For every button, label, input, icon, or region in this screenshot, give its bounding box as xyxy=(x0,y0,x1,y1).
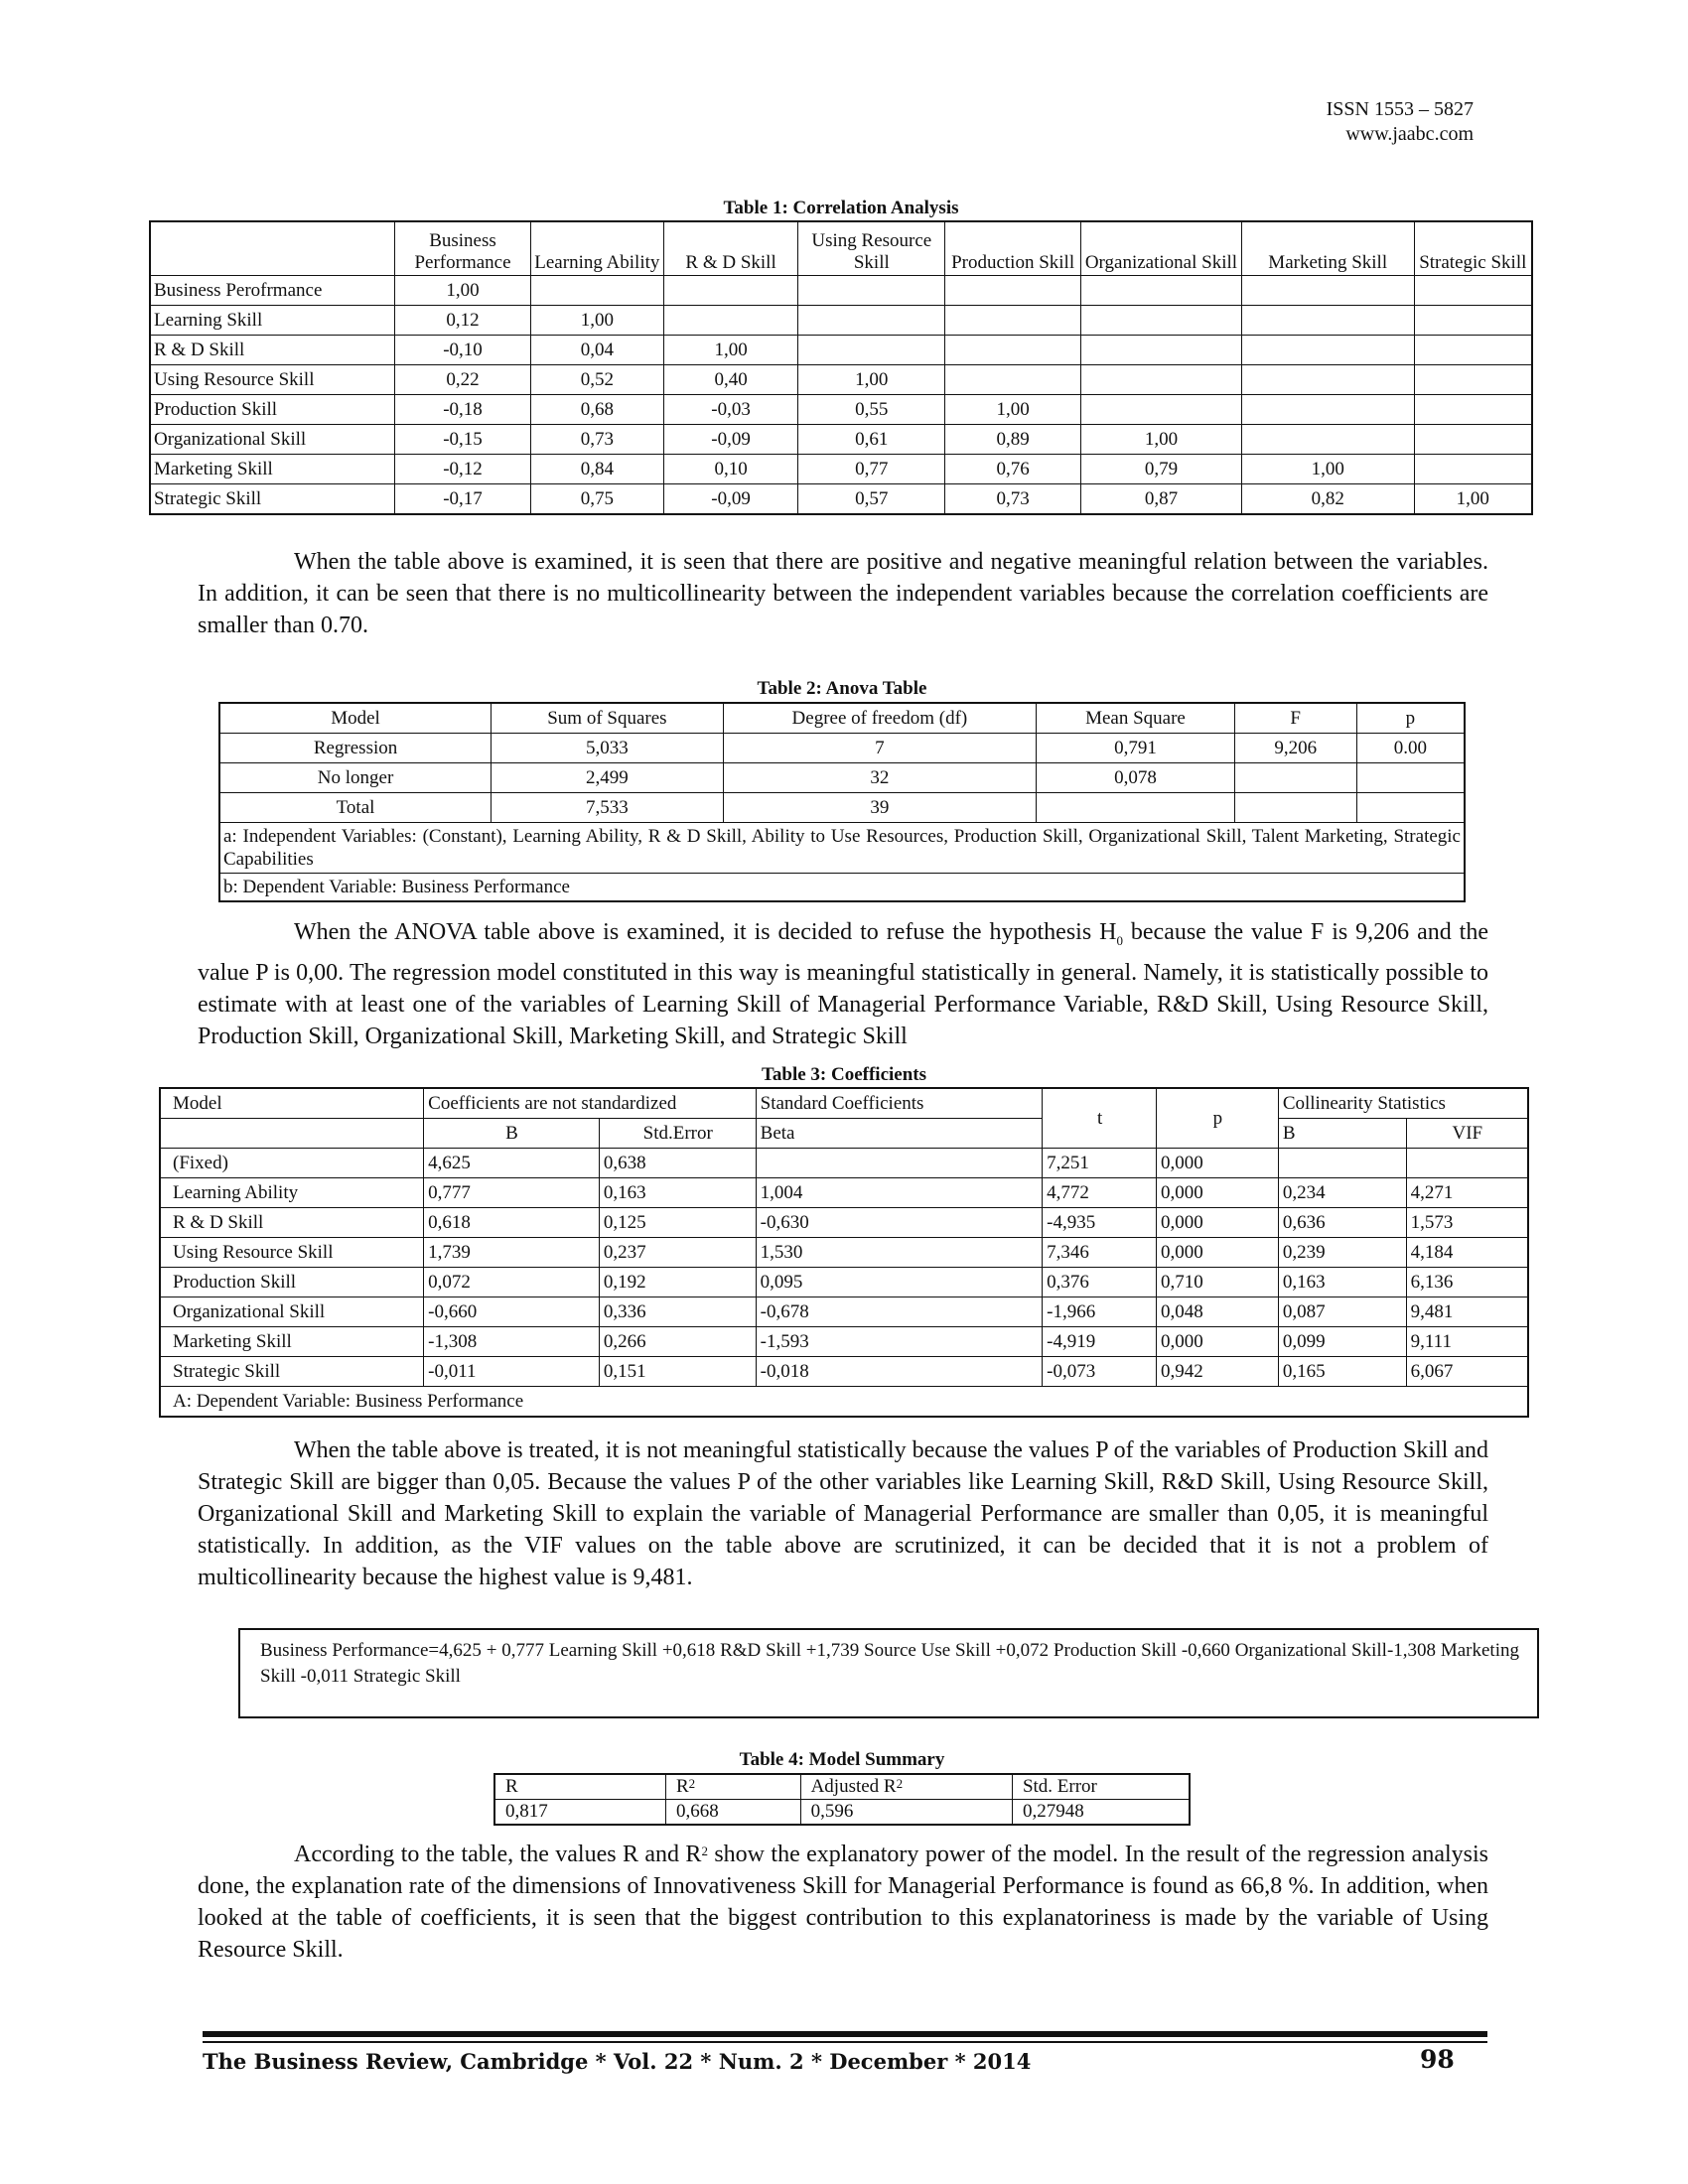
coeff-value xyxy=(1278,1149,1406,1178)
correlation-header-cell: Marketing Skill xyxy=(1241,221,1414,276)
correlation-value: 0,89 xyxy=(945,425,1081,455)
coeff-value: 0,000 xyxy=(1157,1178,1279,1208)
coeff-value: 0,151 xyxy=(599,1357,756,1387)
correlation-value xyxy=(1414,395,1532,425)
correlation-value xyxy=(1081,365,1242,395)
anova-row xyxy=(219,793,1465,823)
correlation-value xyxy=(1241,276,1414,306)
model-summary-table xyxy=(493,1773,1191,1826)
coeff-value: -0,018 xyxy=(756,1357,1043,1387)
coeff-value: 0,710 xyxy=(1157,1268,1279,1297)
correlation-value xyxy=(1414,276,1532,306)
anova-cell xyxy=(1234,793,1356,823)
anova-note-b-row xyxy=(219,874,1465,902)
coeff-row xyxy=(160,1208,1528,1238)
correlation-row-label: Strategic Skill xyxy=(150,484,395,515)
r-squared-superscript: 2 xyxy=(701,1843,708,1858)
table3-caption: Table 3: Coefficients xyxy=(761,1064,927,1085)
footer-rule-thick xyxy=(203,2031,1487,2037)
coeff-value: 9,481 xyxy=(1406,1297,1528,1327)
correlation-value: -0,10 xyxy=(395,336,531,365)
correlation-value: 0,04 xyxy=(530,336,663,365)
footer-journal-citation: The Business Review, Cambridge * Vol. 22 * Num. 2 * December * 2014 xyxy=(203,2049,1032,2074)
correlation-value: 0,82 xyxy=(1241,484,1414,515)
anova-cell: 7 xyxy=(723,734,1036,763)
correlation-value xyxy=(1241,395,1414,425)
correlation-value: -0,09 xyxy=(663,484,798,515)
anova-cell: 32 xyxy=(723,763,1036,793)
correlation-row-label: Production Skill xyxy=(150,395,395,425)
correlation-row-label: Using Resource Skill xyxy=(150,365,395,395)
coeff-row xyxy=(160,1327,1528,1357)
correlation-header-cell: Organizational Skill xyxy=(1081,221,1242,276)
anova-cell: 0,078 xyxy=(1037,763,1235,793)
coeff-value: -4,919 xyxy=(1043,1327,1157,1357)
anova-cell xyxy=(1234,763,1356,793)
correlation-value xyxy=(1414,455,1532,484)
paragraph-2-text xyxy=(198,916,1488,1052)
correlation-value xyxy=(1241,306,1414,336)
coeff-value: 0,087 xyxy=(1278,1297,1406,1327)
anova-row xyxy=(219,734,1465,763)
paragraph-4-text: According to the table, the values R and $R^2$ show the explanatory power of the model. In the result of the regression analysis done, the explanation rate of the dimensions of Innovativeness Skill for Managerial Performance is found as 66,8 %. In addition, when looked at the table of coefficients, it is seen that the biggest contribution to this explanatoriness is made by the variable of Using Resource Skill. xyxy=(198,1842,1488,1963)
table1-caption: Table 1: Correlation Analysis xyxy=(723,198,959,218)
anova-header-cell: Degree of freedom (df) xyxy=(723,703,1036,734)
paragraph-3 xyxy=(198,1434,1488,1593)
correlation-value xyxy=(1081,276,1242,306)
correlation-value xyxy=(798,306,945,336)
correlation-value xyxy=(530,276,663,306)
correlation-value xyxy=(945,276,1081,306)
correlation-header-row xyxy=(150,221,1532,276)
coeff-sub-coll-b: B xyxy=(1278,1119,1406,1149)
model-summary-r2-value: 0,668 xyxy=(665,1800,800,1826)
coeff-value: 1,530 xyxy=(756,1238,1043,1268)
correlation-row-label: Marketing Skill xyxy=(150,455,395,484)
correlation-value: 0,76 xyxy=(945,455,1081,484)
correlation-value: -0,09 xyxy=(663,425,798,455)
correlation-header-cell xyxy=(150,221,395,276)
coeff-row xyxy=(160,1268,1528,1297)
model-summary-header-row xyxy=(494,1774,1190,1800)
correlation-header-cell: Learning Ability xyxy=(530,221,663,276)
coeff-value: 0,072 xyxy=(424,1268,600,1297)
anova-cell xyxy=(1356,763,1465,793)
coeff-header-unstd: Coefficients are not standardized xyxy=(424,1088,756,1119)
correlation-row xyxy=(150,455,1532,484)
coeff-note: A: Dependent Variable: Business Performance xyxy=(160,1387,1528,1418)
coeff-value: 0,636 xyxy=(1278,1208,1406,1238)
paragraph-2-part2: because the value F is 9,206 and the value P is 0,00. The regression model constituted in this way is meaningful statistically in general. Namely, it is statistically possible to estimate with at least one of the variables of Learning Skill of Managerial Performance Variable, R&D Skill, Using Resource Skill, Production Skill, Organizational Skill, Marketing Skill, and Strategic Skill xyxy=(198,919,1488,1049)
coeff-value: 0,942 xyxy=(1157,1357,1279,1387)
coeff-value: 4,271 xyxy=(1406,1178,1528,1208)
correlation-value: 0,55 xyxy=(798,395,945,425)
anova-cell xyxy=(1356,793,1465,823)
paragraph-2 xyxy=(198,916,1488,1052)
coeff-value: -0,630 xyxy=(756,1208,1043,1238)
correlation-value xyxy=(1081,336,1242,365)
coeff-header-p: p xyxy=(1157,1088,1279,1149)
coeff-value: 1,004 xyxy=(756,1178,1043,1208)
coeff-value: 0,237 xyxy=(599,1238,756,1268)
coeff-value: 0,336 xyxy=(599,1297,756,1327)
coeff-row-label: Organizational Skill xyxy=(160,1297,424,1327)
correlation-value: 0,22 xyxy=(395,365,531,395)
coeff-value xyxy=(756,1149,1043,1178)
correlation-header-cell: Production Skill xyxy=(945,221,1081,276)
anova-note-b: b: Dependent Variable: Business Performance xyxy=(219,874,1465,902)
correlation-value: 1,00 xyxy=(530,306,663,336)
coeff-value: 0,000 xyxy=(1157,1208,1279,1238)
model-summary-header-r: R xyxy=(494,1774,665,1800)
coeff-value: 0,239 xyxy=(1278,1238,1406,1268)
correlation-value: 0,84 xyxy=(530,455,663,484)
coeff-value: -1,308 xyxy=(424,1327,600,1357)
correlation-value: 0,10 xyxy=(663,455,798,484)
anova-cell: 0,791 xyxy=(1037,734,1235,763)
anova-header-row xyxy=(219,703,1465,734)
model-summary-r-value: 0,817 xyxy=(494,1800,665,1826)
correlation-value xyxy=(1081,306,1242,336)
correlation-value xyxy=(798,336,945,365)
model-summary-adj-r2-value: 0,596 xyxy=(800,1800,1012,1826)
correlation-value: 0,87 xyxy=(1081,484,1242,515)
correlation-value: 0,12 xyxy=(395,306,531,336)
correlation-value xyxy=(1414,425,1532,455)
anova-cell: 2,499 xyxy=(492,763,724,793)
anova-cell: Regression xyxy=(219,734,492,763)
paragraph-2-part1: When the ANOVA table above is examined, it is decided to refuse the hypothesis H xyxy=(294,919,1117,945)
coeff-value: -0,073 xyxy=(1043,1357,1157,1387)
coeff-row-label: Production Skill xyxy=(160,1268,424,1297)
coeff-value: 0,099 xyxy=(1278,1327,1406,1357)
coeff-value: 0,192 xyxy=(599,1268,756,1297)
coeff-row xyxy=(160,1178,1528,1208)
coeff-header-empty xyxy=(160,1119,424,1149)
coeff-header-model: Model xyxy=(160,1088,424,1119)
correlation-value: 0,77 xyxy=(798,455,945,484)
correlation-value: 1,00 xyxy=(663,336,798,365)
model-summary-std-error-value: 0,27948 xyxy=(1012,1800,1190,1826)
anova-cell: 9,206 xyxy=(1234,734,1356,763)
anova-cell xyxy=(1037,793,1235,823)
coeff-header-collinearity: Collinearity Statistics xyxy=(1278,1088,1528,1119)
correlation-value: -0,17 xyxy=(395,484,531,515)
coeff-value xyxy=(1406,1149,1528,1178)
coeff-row-label: R & D Skill xyxy=(160,1208,424,1238)
anova-cell: 5,033 xyxy=(492,734,724,763)
page-number: 98 xyxy=(1420,2045,1455,2074)
coeff-value: 0,777 xyxy=(424,1178,600,1208)
correlation-value: 0,75 xyxy=(530,484,663,515)
coeff-value: 7,346 xyxy=(1043,1238,1157,1268)
correlation-value xyxy=(1241,425,1414,455)
h0-subscript: 0 xyxy=(1116,932,1123,948)
correlation-row xyxy=(150,276,1532,306)
regression-equation: Business Performance=4,625 + 0,777 Learning Skill +0,618 R&D Skill +1,739 Source Use Skill +0,072 Production Skill -0,660 Organizational Skill-1,308 Marketing Skill -0,011 Strategic Skill xyxy=(260,1640,1519,1687)
model-summary-header-adj-r2: Adjusted $R^2$ xyxy=(800,1774,1012,1800)
paragraph-3-text: When the table above is treated, it is not meaningful statistically because the values P of the variables of Production Skill and Strategic Skill are bigger than 0,05. Because the values P of the other variables like Learning Skill, R&D Skill, Using Resource Skill, Organizational Skill and Marketing Skill to explain the variable of Managerial Performance are smaller than 0,05, it is meaningful statistically. In addition, as the VIF values on the table above are scrutinized, it can be decided that it is not a problem of multicollinearity because the highest value is 9,481. xyxy=(198,1437,1488,1590)
coeff-value: 0,618 xyxy=(424,1208,600,1238)
correlation-value: -0,12 xyxy=(395,455,531,484)
coeff-header-t: t xyxy=(1043,1088,1157,1149)
coeff-value: 0,163 xyxy=(599,1178,756,1208)
correlation-value xyxy=(1241,336,1414,365)
coeff-row xyxy=(160,1357,1528,1387)
anova-cell: No longer xyxy=(219,763,492,793)
coeff-value: 0,234 xyxy=(1278,1178,1406,1208)
coeff-value: -0,011 xyxy=(424,1357,600,1387)
coeff-value: 4,772 xyxy=(1043,1178,1157,1208)
coeff-value: 1,739 xyxy=(424,1238,600,1268)
coeff-value: 0,000 xyxy=(1157,1149,1279,1178)
coeff-header-std: Standard Coefficients xyxy=(756,1088,1043,1119)
correlation-value: 1,00 xyxy=(395,276,531,306)
coeff-sub-b: B xyxy=(424,1119,600,1149)
anova-note-a-row xyxy=(219,823,1465,874)
table2-caption: Table 2: Anova Table xyxy=(757,678,927,699)
correlation-value xyxy=(663,306,798,336)
coeff-value: -4,935 xyxy=(1043,1208,1157,1238)
correlation-header-cell: Strategic Skill xyxy=(1414,221,1532,276)
correlation-value: 1,00 xyxy=(945,395,1081,425)
model-summary-value-row xyxy=(494,1800,1190,1826)
correlation-value: 0,79 xyxy=(1081,455,1242,484)
coeff-row-label: Strategic Skill xyxy=(160,1357,424,1387)
correlation-value: 1,00 xyxy=(798,365,945,395)
correlation-value xyxy=(945,365,1081,395)
coeff-row xyxy=(160,1149,1528,1178)
correlation-header-cell: R & D Skill xyxy=(663,221,798,276)
coeff-value: 1,573 xyxy=(1406,1208,1528,1238)
correlation-value: 1,00 xyxy=(1241,455,1414,484)
coeff-value: 0,095 xyxy=(756,1268,1043,1297)
paragraph-1 xyxy=(198,546,1488,641)
issn-number: ISSN 1553 – 5827 xyxy=(1326,98,1474,120)
correlation-value xyxy=(945,336,1081,365)
anova-header-cell: Mean Square xyxy=(1037,703,1235,734)
footer-rule-thin xyxy=(203,2041,1487,2043)
correlation-value: 1,00 xyxy=(1081,425,1242,455)
correlation-row xyxy=(150,484,1532,515)
coeff-header-row-2 xyxy=(160,1119,1528,1149)
coeff-value: 0,638 xyxy=(599,1149,756,1178)
coeff-value: 6,136 xyxy=(1406,1268,1528,1297)
coeff-value: 0,163 xyxy=(1278,1268,1406,1297)
correlation-value xyxy=(663,276,798,306)
coeff-sub-std-error: Std.Error xyxy=(599,1119,756,1149)
anova-header-cell: Model xyxy=(219,703,492,734)
coeff-value: 4,625 xyxy=(424,1149,600,1178)
correlation-value: -0,18 xyxy=(395,395,531,425)
coeff-row xyxy=(160,1297,1528,1327)
correlation-value xyxy=(798,276,945,306)
coeff-value: 0,266 xyxy=(599,1327,756,1357)
correlation-value: 0,52 xyxy=(530,365,663,395)
coeff-value: 0,165 xyxy=(1278,1357,1406,1387)
coeff-row-label: Marketing Skill xyxy=(160,1327,424,1357)
paragraph-1-text: When the table above is examined, it is seen that there are positive and negative meaningful relation between the variables. In addition, it can be seen that there is no multicollinearity between the independent variables because the correlation coefficients are smaller than 0.70. xyxy=(198,549,1488,638)
coeff-row xyxy=(160,1238,1528,1268)
table4-caption: Table 4: Model Summary xyxy=(739,1749,945,1770)
coeff-value: 4,184 xyxy=(1406,1238,1528,1268)
correlation-value xyxy=(1414,306,1532,336)
coeff-row-label: (Fixed) xyxy=(160,1149,424,1178)
correlation-value xyxy=(1081,395,1242,425)
anova-table xyxy=(218,702,1466,902)
correlation-value: -0,15 xyxy=(395,425,531,455)
correlation-value: 0,57 xyxy=(798,484,945,515)
correlation-value xyxy=(1241,365,1414,395)
anova-header-cell: p xyxy=(1356,703,1465,734)
anova-cell: 39 xyxy=(723,793,1036,823)
anova-row xyxy=(219,763,1465,793)
correlation-header-cell: Business Performance xyxy=(395,221,531,276)
correlation-row xyxy=(150,365,1532,395)
anova-header-cell: Sum of Squares xyxy=(492,703,724,734)
correlation-value: 0,61 xyxy=(798,425,945,455)
paragraph-4 xyxy=(198,1839,1488,1966)
correlation-value: 0,68 xyxy=(530,395,663,425)
correlation-value: 1,00 xyxy=(1414,484,1532,515)
correlation-value: 0,40 xyxy=(663,365,798,395)
coeff-value: -0,678 xyxy=(756,1297,1043,1327)
coeff-value: 0,125 xyxy=(599,1208,756,1238)
journal-website: www.jaabc.com xyxy=(1345,123,1474,145)
correlation-value xyxy=(1414,336,1532,365)
correlation-table xyxy=(149,220,1533,515)
correlation-value xyxy=(945,306,1081,336)
coeff-value: 0,000 xyxy=(1157,1238,1279,1268)
coeff-value: -1,593 xyxy=(756,1327,1043,1357)
coeff-row-label: Using Resource Skill xyxy=(160,1238,424,1268)
anova-cell: Total xyxy=(219,793,492,823)
anova-header-cell: F xyxy=(1234,703,1356,734)
correlation-row-label: Business Perofrmance xyxy=(150,276,395,306)
coeff-sub-vif: VIF xyxy=(1406,1119,1528,1149)
coeff-value: -0,660 xyxy=(424,1297,600,1327)
correlation-row xyxy=(150,336,1532,365)
correlation-value: -0,03 xyxy=(663,395,798,425)
correlation-row-label: Learning Skill xyxy=(150,306,395,336)
correlation-row xyxy=(150,425,1532,455)
coeff-row-label: Learning Ability xyxy=(160,1178,424,1208)
regression-equation-box xyxy=(238,1628,1539,1718)
anova-cell: 7,533 xyxy=(492,793,724,823)
correlation-row xyxy=(150,395,1532,425)
coeff-value: -1,966 xyxy=(1043,1297,1157,1327)
coefficients-table xyxy=(159,1087,1529,1418)
issn-header xyxy=(1327,97,1474,147)
model-summary-header-r2: $R^2$ xyxy=(665,1774,800,1800)
coeff-value: 0,000 xyxy=(1157,1327,1279,1357)
correlation-row-label: R & D Skill xyxy=(150,336,395,365)
coeff-value: 6,067 xyxy=(1406,1357,1528,1387)
coeff-value: 0,048 xyxy=(1157,1297,1279,1327)
coeff-note-row xyxy=(160,1387,1528,1418)
coeff-header-row-1 xyxy=(160,1088,1528,1119)
coeff-value: 7,251 xyxy=(1043,1149,1157,1178)
anova-note-a: a: Independent Variables: (Constant), Learning Ability, R & D Skill, Ability to Use Resources, Production Skill, Organizational Skill, Talent Marketing, Strategic Capabilities xyxy=(219,823,1465,874)
coeff-value: 0,376 xyxy=(1043,1268,1157,1297)
correlation-value: 0,73 xyxy=(945,484,1081,515)
model-summary-header-std-error: Std. Error xyxy=(1012,1774,1190,1800)
anova-cell: 0.00 xyxy=(1356,734,1465,763)
correlation-row xyxy=(150,306,1532,336)
correlation-value xyxy=(1414,365,1532,395)
coeff-sub-beta: Beta xyxy=(756,1119,1043,1149)
coeff-value: 9,111 xyxy=(1406,1327,1528,1357)
correlation-header-cell: Using Resource Skill xyxy=(798,221,945,276)
correlation-value: 0,73 xyxy=(530,425,663,455)
correlation-row-label: Organizational Skill xyxy=(150,425,395,455)
